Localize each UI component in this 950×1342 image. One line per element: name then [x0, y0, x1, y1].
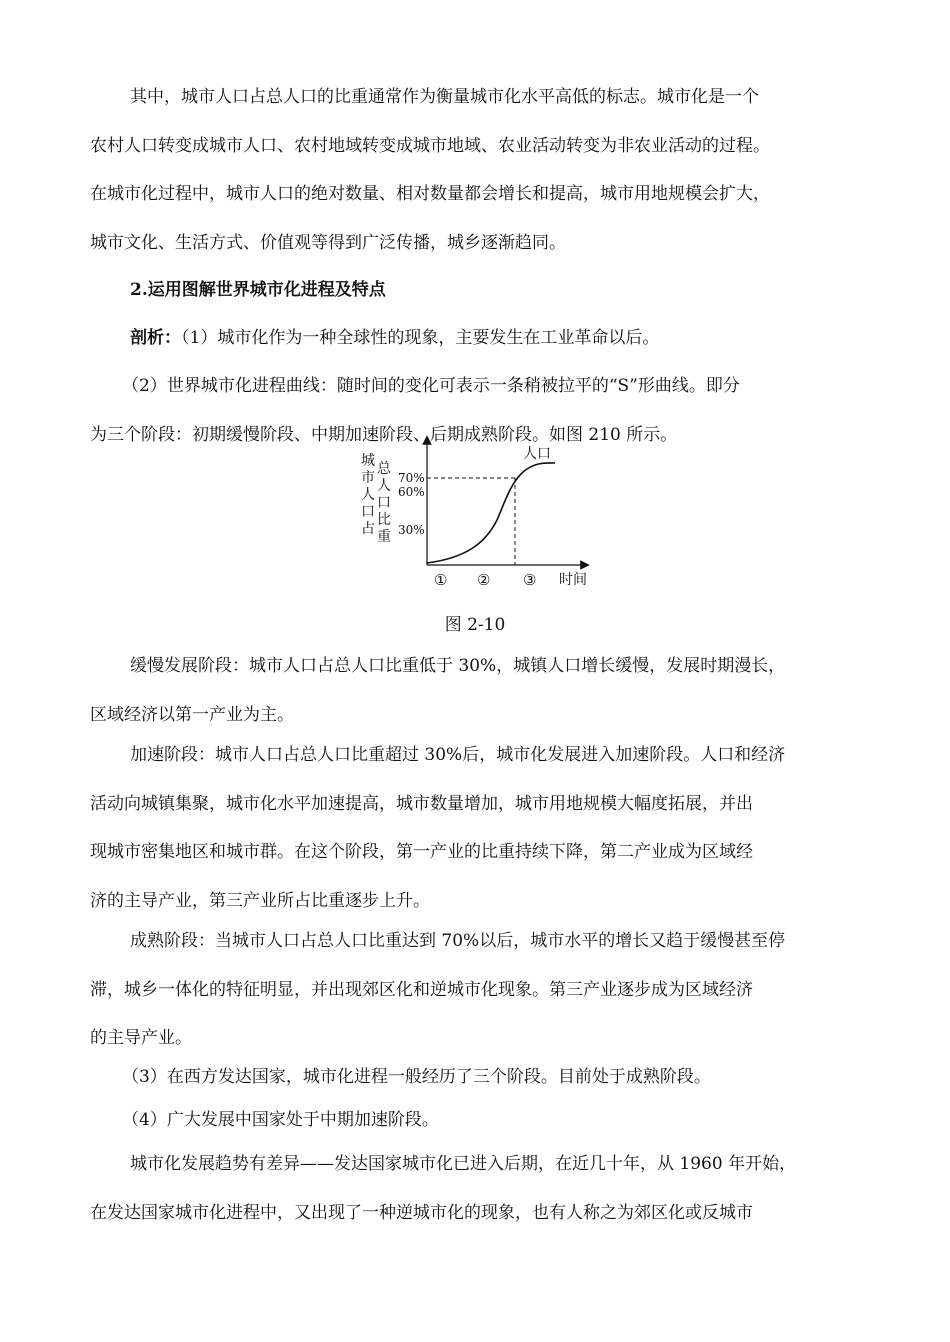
text-line: （2）世界城市化进程曲线：随时间的变化可表示一条稍被拉平的“S”形曲线。即分 [122, 376, 740, 396]
text-line: 区域经济以第一产业为主。 [90, 704, 294, 725]
text-line: 成熟阶段：当城市人口占总人口比重达到 70%以后，城市水平的增长又趋于缓慢甚至停 [130, 931, 786, 951]
text-line [90, 314, 872, 363]
stage-label-1: ① [434, 571, 448, 589]
text-line: 活动向城镇集聚，城市化水平加速提高，城市数量增加，城市用地规模大幅度拓展，并出 [90, 793, 753, 814]
ylabel-char: 占 [361, 521, 375, 537]
item-3 [90, 1053, 872, 1102]
ylabel-char: 城 [361, 453, 375, 469]
paragraph-mature-stage [90, 917, 872, 1063]
text-line: 在发达国家城市化进程中，又出现了一种逆城市化的现象，也有人称之为郊区化或反城市 [90, 1202, 753, 1223]
text-line: 城市文化、生活方式、价值观等得到广泛传播，城乡逐渐趋同。 [90, 232, 566, 253]
ylabel-char: 重 [377, 529, 391, 545]
section-heading [90, 266, 872, 315]
text-line: 的主导产业。 [90, 1028, 192, 1048]
ytick-30: 30% [398, 523, 425, 537]
ytick-70: 70% [398, 471, 425, 485]
text-line: 农村人口转变成城市人口、农村地域转变成城市地域、农业活动转变为非农业活动的过程。 [90, 135, 770, 156]
text-line: 在城市化过程中，城市人口的绝对数量、相对数量都会增长和提高，城市用地规模会扩大， [90, 184, 770, 204]
paragraph-urbanization-definition [90, 73, 872, 267]
text-line: （4）广大发展中国家处于中期加速阶段。 [122, 1110, 439, 1130]
stage-label-2: ② [477, 571, 491, 589]
ylabel-char: 总 [377, 461, 391, 477]
curve-label: 人口 [523, 446, 551, 462]
text-line: （3）在西方发达国家，城市化进程一般经历了三个阶段。目前处于成熟阶段。 [122, 1067, 711, 1087]
ylabel-char: 比 [377, 512, 391, 528]
text-line: 加速阶段：城市人口占总人口比重超过 30%后，城市化发展进入加速阶段。人口和经济 [130, 745, 786, 765]
ylabel-char: 市 [361, 470, 375, 486]
paragraph-acceleration-stage [90, 731, 872, 925]
figure-svg [345, 432, 605, 592]
paragraph-slow-stage [90, 642, 872, 739]
analysis-text: （1）城市化作为一种全球性的现象，主要发生在工业革命以后。 [181, 328, 660, 348]
ylabel-char: 人 [361, 487, 375, 503]
stage-label-3: ③ [523, 571, 537, 589]
text-line: 城市化发展趋势有差异——发达国家城市化已进入后期，在近几十年，从 1960 年开始， [130, 1154, 797, 1174]
text-line: 济的主导产业，第三产业所占比重逐步上升。 [90, 890, 430, 911]
analysis-paragraph [90, 314, 872, 363]
x-axis-label: 时间 [559, 572, 587, 588]
text-line: 缓慢发展阶段：城市人口占总人口比重低于 30%，城镇人口增长缓慢，发展时期漫长， [130, 656, 786, 676]
text-line: 滞，城乡一体化的特征明显，并出现郊区化和逆城市化现象。第三产业逐步成为区域经济 [90, 979, 753, 1000]
ylabel-char: 口 [377, 495, 391, 511]
text-line: 其中，城市人口占总人口的比重通常作为衡量城市化水平高低的标志。城市化是一个 [130, 87, 759, 107]
figure-caption: 图 2-10 [444, 615, 506, 635]
ylabel-char: 人 [377, 478, 391, 494]
heading-text: 2.运用图解世界城市化进程及特点 [130, 280, 386, 300]
urbanization-s-curve-figure [345, 432, 605, 592]
paragraph-trends [90, 1140, 872, 1237]
ylabel-char: 口 [361, 504, 375, 520]
ytick-60: 60% [398, 485, 425, 499]
text-line: 现城市密集地区和城市群。在这个阶段，第一产业的比重持续下降，第二产业成为区域经 [90, 842, 753, 862]
analysis-label: 剖析： [130, 328, 181, 348]
text-line: 为三个阶段：初期缓慢阶段、中期加速阶段、后期成熟阶段。如图 210 所示。 [90, 424, 678, 445]
item-4 [90, 1096, 872, 1145]
